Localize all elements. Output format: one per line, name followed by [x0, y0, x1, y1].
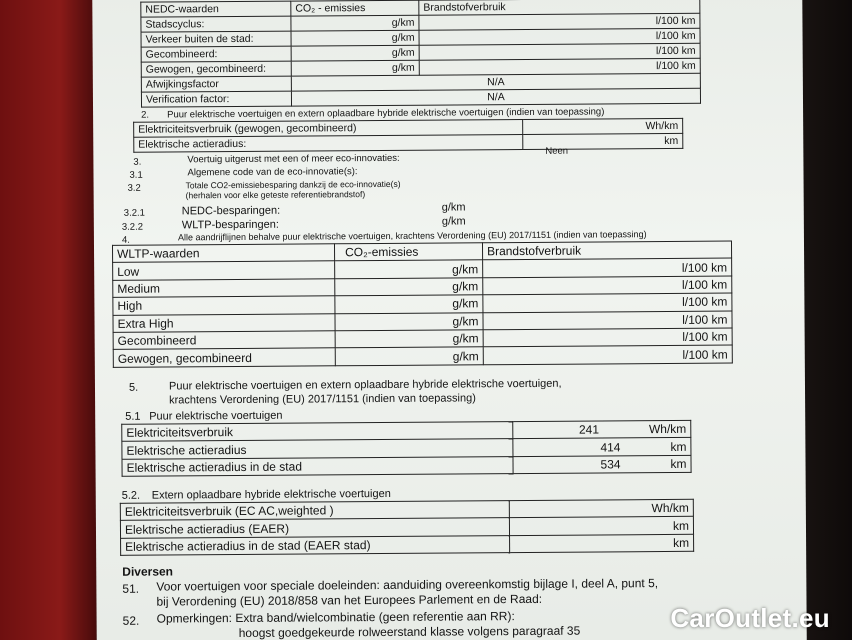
wltp-besparingen-unit: g/km — [441, 215, 466, 228]
section-3-2-line2: (herhalen voor elke geteste referentiebrandstof) — [185, 189, 366, 201]
section-51-line2: bij Verordening (EU) 2018/858 van het Europees Parlement en de Raad: — [156, 591, 543, 609]
wltp-row-co2: g/km — [335, 295, 483, 313]
nedc-besparingen-unit: g/km — [441, 201, 466, 214]
nedc-row-fuel: l/100 km — [419, 13, 700, 30]
afwijking-label: Afwijkingsfactor — [141, 76, 291, 92]
section-52-text — [157, 609, 581, 640]
nedc-row-co2: g/km — [291, 60, 419, 76]
s51-unit: Wh/km — [648, 422, 687, 437]
document-page — [92, 0, 807, 640]
section-5-1-heading — [125, 410, 282, 423]
wltp-row-fuel: l/100 km — [483, 293, 732, 312]
section-number: 3.1 — [129, 169, 143, 181]
caroutlet-watermark: CarOutlet.eu — [670, 603, 830, 633]
section-number: 5.2. — [121, 489, 141, 502]
wltp-table — [112, 241, 733, 368]
s51-row-value — [513, 438, 691, 457]
wltp-row-co2: g/km — [335, 278, 483, 296]
afwijking-value: N/A — [291, 73, 700, 91]
nedc-header-co2: CO₂ - emissies — [291, 0, 419, 16]
table-row — [134, 133, 683, 152]
section-number: 3.2.2 — [121, 221, 144, 233]
s52-row-unit: km — [510, 534, 694, 553]
wltp-row-co2: g/km — [335, 347, 483, 365]
wltp-header-fuel: Brandstofverbruik — [482, 241, 731, 260]
nedc-row-co2: g/km — [291, 30, 419, 46]
section-text: Puur elektrische voertuigen — [149, 409, 283, 423]
wltp-row-label: High — [113, 296, 335, 315]
wltp-row-label: Extra High — [113, 313, 335, 332]
section-3-text: Voertuig uitgerust met een of meer eco-innovaties: — [187, 152, 400, 166]
s52-row-label: Elektrische actieradius (EAER) — [120, 518, 509, 538]
verification-label: Verification factor: — [141, 91, 291, 107]
section-number: 52. — [122, 613, 140, 628]
eco-innovation-value: Neen — [545, 145, 569, 157]
wltp-row-co2: g/km — [335, 330, 483, 348]
s51-value: 534 — [600, 457, 621, 472]
s52-row-label: Elektrische actieradius in de stad (EAER stad) — [121, 535, 510, 555]
section-number: 5. — [128, 381, 139, 394]
section-4-text: Alle aandrijflijnen behalve puur elektrische voertuigen, krachtens Verordening (EU) 2017/1151 (indien van toepassing) — [177, 229, 647, 243]
nedc-row-label: Verkeer buiten de stad: — [141, 31, 291, 47]
wltp-row-label: Gecombineerd — [113, 331, 335, 350]
nedc-row-fuel: l/100 km — [419, 43, 700, 60]
section-52-line2: hoogst goedgekeurde rolweerstand klasse volgens paragraaf 35 — [238, 623, 581, 640]
nedc-header-label: NEDC-waarden — [141, 1, 291, 17]
section-text: Extern oplaadbare hybride elektrische voertuigen — [151, 487, 391, 502]
nedc-row-label: Gewogen, gecombineerd: — [141, 61, 291, 77]
section-number: 5.1 — [125, 410, 141, 423]
wltp-header-label: WLTP-waarden — [112, 244, 334, 263]
wltp-row-fuel: l/100 km — [483, 328, 732, 347]
s51-row-label: Elektriciteitsverbruik — [122, 422, 513, 442]
s2-row-unit: Wh/km — [523, 118, 683, 134]
nedc-row-fuel: l/100 km — [419, 58, 700, 75]
wltp-row-label: Gewogen, gecombineerd — [113, 348, 335, 367]
section-number: 3.2.1 — [123, 207, 145, 219]
wltp-row-co2: g/km — [335, 312, 483, 330]
s51-value: 241 — [578, 422, 600, 437]
wltp-header-co2: CO₂-emissies — [334, 243, 482, 261]
nedc-header-fuel: Brandstofverbruik — [419, 0, 700, 15]
section-number: 4. — [121, 234, 130, 246]
diversen-heading: Diversen — [122, 564, 174, 579]
verification-value: N/A — [291, 88, 700, 106]
wltp-row-label: Medium — [113, 279, 335, 298]
s51-table — [121, 420, 691, 477]
nedc-besparingen-label: NEDC-besparingen: — [181, 204, 281, 218]
nedc-row-co2: g/km — [291, 45, 419, 61]
nedc-row-label: Stadscyclus: — [141, 16, 291, 32]
section-3-2-line1: Totale CO2-emissiebesparing dankzij de eco-innovatie(s) — [185, 178, 401, 191]
section-51-text — [156, 576, 658, 610]
nedc-table — [140, 0, 701, 108]
s51-row-value — [513, 420, 691, 439]
section-5-line2: krachtens Verordening (EU) 2017/1151 (indien van toepassing) — [169, 392, 476, 407]
s51-row-label: Elektrische actieradius in de stad — [122, 456, 513, 476]
section-5-2-heading — [122, 488, 391, 502]
wltp-row-label: Low — [113, 261, 335, 280]
s51-unit: km — [670, 456, 687, 471]
section-number: 51. — [122, 581, 140, 596]
s52-row-unit: Wh/km — [509, 499, 693, 518]
wltp-row-fuel: l/100 km — [483, 276, 732, 295]
section-5-text — [169, 377, 562, 408]
wltp-row-fuel: l/100 km — [483, 311, 732, 330]
s51-value: 414 — [600, 439, 621, 455]
table-row — [121, 534, 694, 555]
s2-row-label: Elektriciteitsverbruik (gewogen, gecombineerd) — [134, 119, 523, 137]
s52-table — [120, 499, 694, 556]
wltp-besparingen-label: WLTP-besparingen: — [181, 218, 279, 232]
s52-row-label: Elektriciteitsverbruik (EC AC,weighted ) — [120, 501, 509, 521]
wltp-row-fuel: l/100 km — [483, 345, 732, 364]
section-number: 3. — [133, 156, 142, 168]
section-number: 3.2 — [127, 182, 141, 194]
s2-table — [133, 118, 683, 153]
section-3-2-text — [186, 179, 401, 201]
nedc-row-fuel: l/100 km — [419, 28, 700, 45]
section-51-line1: Voor voertuigen voor speciale doeleinden: aanduiding overeenkomstig bijlage I, deel A, punt 5, — [156, 576, 659, 594]
s51-row-value — [513, 455, 691, 474]
section-number: 2. — [141, 109, 150, 121]
section-3-1-text: Algemene code van de eco-innovatie(s): — [187, 166, 358, 179]
wltp-row-fuel: l/100 km — [483, 258, 732, 277]
section-5-line1: Puur elektrische voertuigen en extern oplaadbare hybride elektrische voertuigen, — [168, 377, 562, 393]
section-text: Puur elektrische voertuigen en extern oplaadbare hybride elektrische voertuigen (indien van toepassing) — [167, 106, 605, 121]
table-row — [141, 88, 700, 107]
nedc-row-label: Gecombineerd: — [141, 46, 291, 62]
table-row — [113, 345, 732, 367]
s52-row-unit: km — [509, 517, 693, 536]
table-row — [122, 455, 691, 476]
s51-row-label: Elektrische actieradius — [122, 439, 513, 459]
s2-row-unit: km — [523, 133, 683, 149]
s2-row-label: Elektrische actieradius: — [134, 134, 523, 152]
section-52-line1: Opmerkingen: Extra band/wielcombinatie (geen referentie aan RR): — [156, 609, 515, 626]
s51-unit: km — [670, 439, 687, 454]
nedc-row-co2: g/km — [291, 15, 419, 31]
wltp-row-co2: g/km — [335, 260, 483, 278]
